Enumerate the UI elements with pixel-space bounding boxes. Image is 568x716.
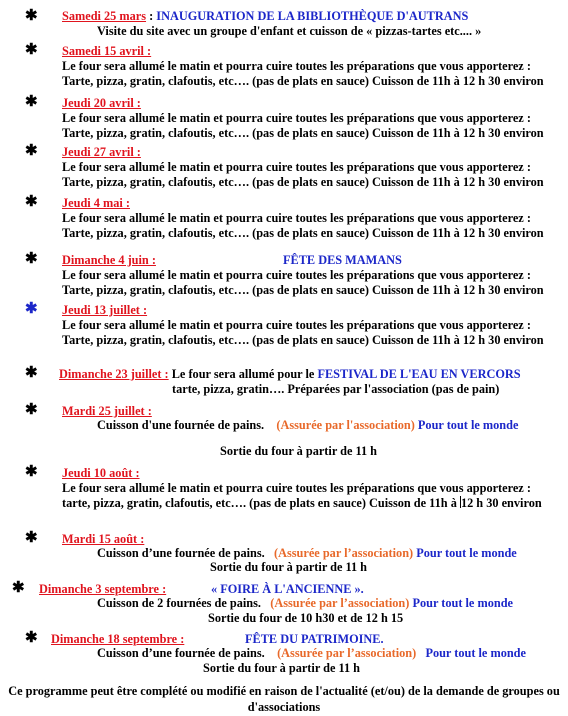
- event-description: tarte, pizza, gratin…. Préparées par l'association (pas de pain): [172, 382, 500, 396]
- desc-part: tarte, pizza, gratin, clafoutis, etc…. (pas de plats en sauce) Cuisson de 11h à: [62, 496, 460, 510]
- bullet-star-icon: ✱: [25, 94, 38, 110]
- program-footer-note: Ce programme peut être complété ou modifié en raison de l'actualité (et/ou) de la demande de groupes ou d'associations: [8, 684, 560, 714]
- event-description: [97, 596, 513, 611]
- event-date: Dimanche 4 juin :: [62, 253, 156, 267]
- bullet-star-icon: ✱: [25, 251, 38, 267]
- event-description: Le four sera allumé le matin et pourra cuire toutes les préparations que vous apporterez :: [62, 481, 531, 495]
- event-description: Visite du site avec un groupe d'enfant et cuisson de « pizzas-tartes etc.... »: [97, 24, 482, 38]
- event-description: Le four sera allumé le matin et pourra cuire toutes les préparations que vous apporterez :: [62, 268, 531, 282]
- event-date: Samedi 15 avril :: [62, 44, 152, 58]
- audience-note: Pour tout le monde: [412, 596, 513, 610]
- bullet-star-icon: ✱: [25, 42, 38, 58]
- event-date: Jeudi 10 août :: [62, 466, 140, 480]
- bake-time: Sortie du four à partir de 11 h: [203, 661, 361, 675]
- event-description: [97, 418, 518, 433]
- bake-time: Sortie du four de 10 h30 et de 12 h 15: [208, 611, 404, 625]
- event-heading: [62, 9, 468, 24]
- cuisson-text: Cuisson d’une fournée de pains.: [97, 546, 265, 560]
- event-date: Jeudi 4 mai :: [62, 196, 130, 210]
- bullet-star-icon: ✱: [25, 194, 38, 210]
- event-description: Le four sera allumé le matin et pourra cuire toutes les préparations que vous apporterez :: [62, 160, 531, 174]
- bullet-star-icon: ✱: [25, 530, 38, 546]
- event-intro: Le four sera allumé pour le: [168, 367, 318, 381]
- event-date: Samedi 25 mars: [62, 9, 147, 23]
- event-date: Mardi 25 juillet :: [62, 404, 152, 418]
- bullet-star-icon: ✱: [25, 8, 38, 24]
- event-description: [97, 546, 517, 561]
- cuisson-text: Cuisson d’une fournée de pains.: [97, 646, 265, 660]
- event-description: Tarte, pizza, gratin, clafoutis, etc…. (pas de plats en sauce) Cuisson de 11h à 12 h 30 environ: [62, 74, 544, 88]
- event-description: Le four sera allumé le matin et pourra cuire toutes les préparations que vous apporterez :: [62, 318, 531, 332]
- cuisson-text: Cuisson d'une fournée de pains.: [97, 418, 265, 432]
- event-description: [97, 646, 526, 661]
- event-date: Dimanche 3 septembre :: [39, 582, 167, 596]
- event-title: FÊTE DES MAMANS: [283, 253, 402, 267]
- audience-note: Pour tout le monde: [417, 418, 519, 432]
- event-title: FÊTE DU PATRIMOINE.: [245, 632, 384, 646]
- bullet-star-icon: ✱: [25, 301, 38, 317]
- event-date: Jeudi 13 juillet :: [62, 303, 148, 317]
- cuisson-text: Cuisson de 2 fournées de pains.: [97, 596, 261, 610]
- event-date: Mardi 15 août :: [62, 532, 145, 546]
- event-description: Le four sera allumé le matin et pourra cuire toutes les préparations que vous apporterez :: [62, 211, 531, 225]
- event-description: [62, 496, 542, 511]
- event-description: Tarte, pizza, gratin, clafoutis, etc…. (pas de plats en sauce) Cuisson de 11h à 12 h 30 environ: [62, 333, 544, 347]
- audience-note: Pour tout le monde: [416, 546, 517, 560]
- bullet-star-icon: ✱: [25, 143, 38, 159]
- event-title: FESTIVAL DE L'EAU EN VERCORS: [317, 367, 521, 381]
- event-description: Le four sera allumé le matin et pourra cuire toutes les préparations que vous apporterez :: [62, 59, 531, 73]
- audience-note: Pour tout le monde: [425, 646, 526, 660]
- event-date: Dimanche 18 septembre :: [51, 632, 185, 646]
- assurance-note: (Assurée par l’association): [270, 596, 410, 610]
- event-date: Dimanche 23 juillet :: [59, 367, 169, 381]
- bullet-star-icon: ✱: [25, 402, 38, 418]
- desc-part: 12 h 30 environ: [460, 496, 542, 510]
- bake-time: Sortie du four à partir de 11 h: [210, 560, 368, 574]
- bullet-star-icon: ✱: [12, 580, 25, 596]
- event-title: « FOIRE À L'ANCIENNE ».: [211, 582, 364, 596]
- event-title: INAUGURATION DE LA BIBLIOTHÈQUE D'AUTRANS: [156, 9, 469, 23]
- event-description: Tarte, pizza, gratin, clafoutis, etc…. (pas de plats en sauce) Cuisson de 11h à 12 h 30 environ: [62, 226, 544, 240]
- event-date: Jeudi 27 avril :: [62, 145, 141, 159]
- bullet-star-icon: ✱: [25, 464, 38, 480]
- event-description: Tarte, pizza, gratin, clafoutis, etc…. (pas de plats en sauce) Cuisson de 11h à 12 h 30 environ: [62, 126, 544, 140]
- event-description: Le four sera allumé le matin et pourra cuire toutes les préparations que vous apporterez :: [62, 111, 531, 125]
- assurance-note: (Assurée par l'association): [276, 418, 415, 432]
- separator: :: [146, 9, 157, 23]
- event-description: Tarte, pizza, gratin, clafoutis, etc…. (pas de plats en sauce) Cuisson de 11h à 12 h 30 environ: [62, 175, 544, 189]
- bullet-star-icon: ✱: [25, 365, 38, 381]
- event-heading: [59, 367, 521, 382]
- bake-time: Sortie du four à partir de 11 h: [220, 444, 378, 458]
- bullet-star-icon: ✱: [25, 630, 38, 646]
- event-description: Tarte, pizza, gratin, clafoutis, etc…. (pas de plats en sauce) Cuisson de 11h à 12 h 30 environ: [62, 283, 544, 297]
- assurance-note: (Assurée par l’association): [274, 546, 414, 560]
- assurance-note: (Assurée par l’association): [277, 646, 417, 660]
- event-title-line: [211, 582, 364, 597]
- event-date: Jeudi 20 avril :: [62, 96, 141, 110]
